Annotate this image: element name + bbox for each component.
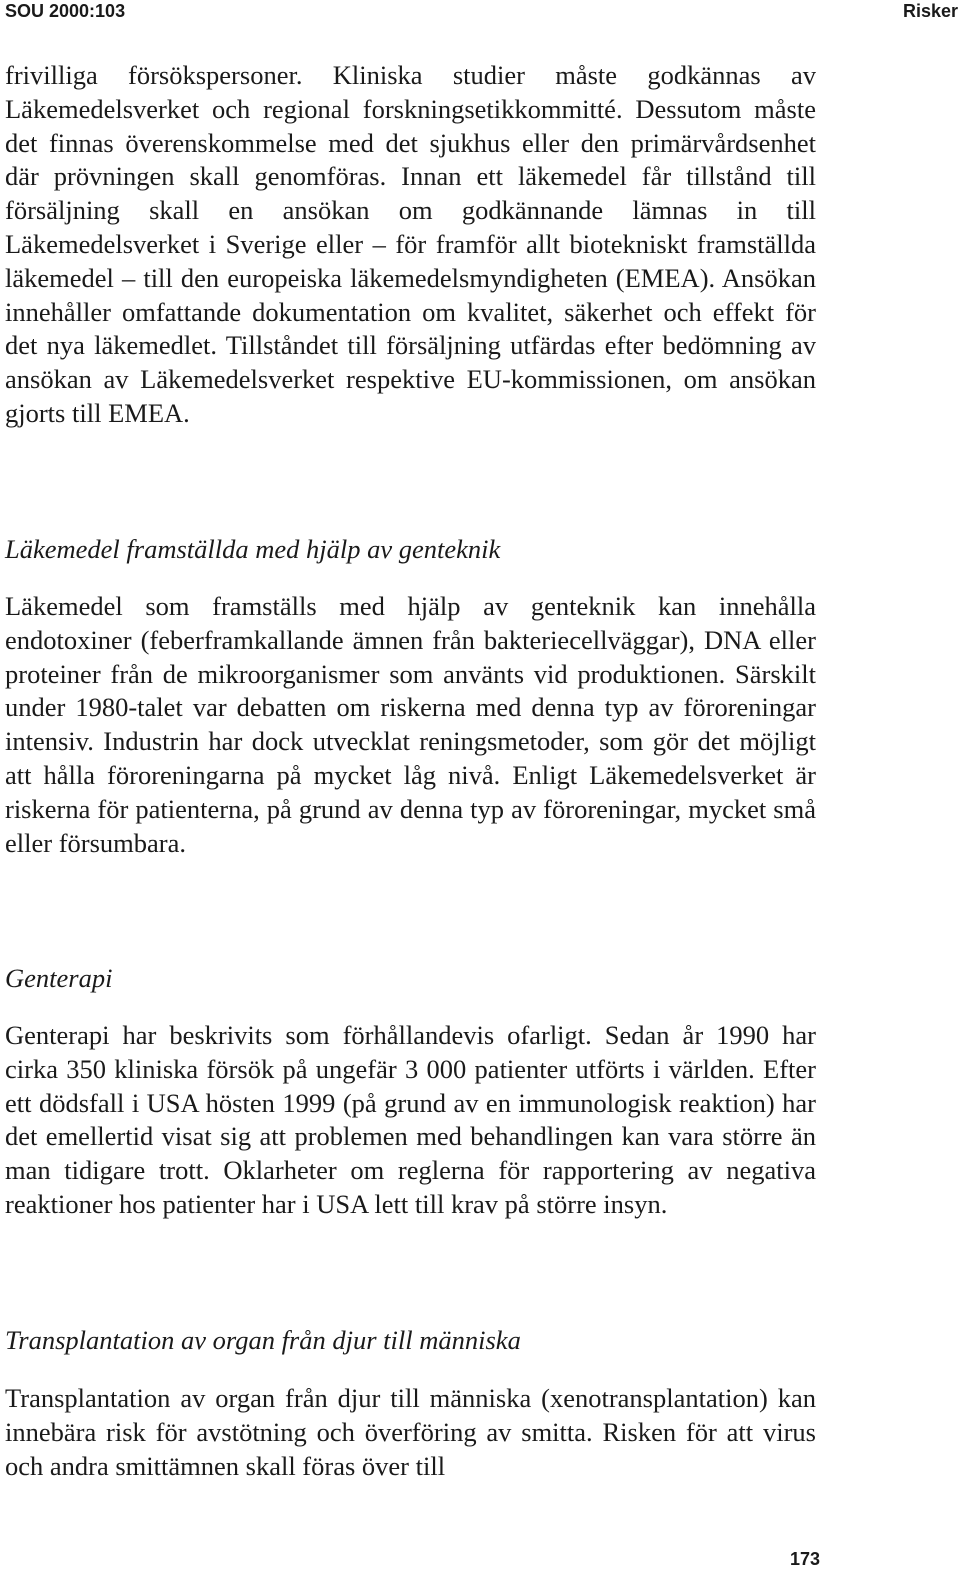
section-title: Risker	[902, 1, 958, 21]
page-number: 173	[789, 1549, 820, 1569]
body-paragraph-intro: frivilliga försökspersoner. Kliniska studier måste godkännas av Läkemedelsverket och regional forskningsetikkommitté. Dessutom måste det finnas överenskommelse med det sjukhus eller den primärvårdsenhet där prövningen skall genomföras. Innan ett läkemedel får tillstånd till försäljning skall en ansökan om godkännande lämnas in till Läkemedelsverket i Sverige eller – för framför allt biotekniskt framställda läkemedel – till den europeiska läkemedelsmyndigheten (EMEA). Ansökan innehåller omfattande dokumentation om kvalitet, säkerhet och effekt för det nya läkemedlet. Tillståndet till försäljning utfärdas efter bedömning av ansökan av Läkemedelsverket respektive EU-kommissionen, om ansökan gjorts till EMEA.	[5, 60, 816, 428]
section-heading-genterapi: Genterapi	[5, 963, 113, 993]
body-paragraph-genteknik: Läkemedel som framställs med hjälp av genteknik kan innehålla endotoxiner (feberframkallande ämnen från bakteriecellväggar), DNA eller proteiner från de mikroorganismer som använts vid produktionen. Särskilt under 1980-talet var debatten om riskerna med denna typ av föroreningar intensiv. Industrin har dock utvecklat reningsmetoder, som gör det möjligt att hålla föroreningarna på mycket låg nivå. Enligt Läkemedelsverket är riskerna för patienterna, på grund av denna typ av föroreningar, mycket små eller försumbara.	[5, 591, 816, 858]
body-paragraph-genterapi: Genterapi har beskrivits som förhållandevis ofarligt. Sedan år 1990 har cirka 350 kliniska försök på ungefär 3 000 patienter utförts i världen. Efter ett dödsfall i USA hösten 1999 (på grund av en immunologisk reaktion) har det emellertid visat sig att problemen med behandlingen kan vara större än man tidigare trott. Oklarheter om reglerna för rapportering av negativa reaktioner hos patienter har i USA lett till krav på större insyn.	[5, 1020, 816, 1219]
section-heading-genteknik: Läkemedel framställda med hjälp av genteknik	[5, 534, 501, 564]
running-header	[0, 0, 960, 26]
body-paragraph-transplantation: Transplantation av organ från djur till människa (xenotransplantation) kan innebära risk för avstötning och överföring av smitta. Risken för att virus och andra smittämnen skall föras över till	[5, 1383, 816, 1481]
document-reference: SOU 2000:103	[5, 1, 126, 21]
section-heading-transplantation: Transplantation av organ från djur till människa	[5, 1325, 521, 1355]
